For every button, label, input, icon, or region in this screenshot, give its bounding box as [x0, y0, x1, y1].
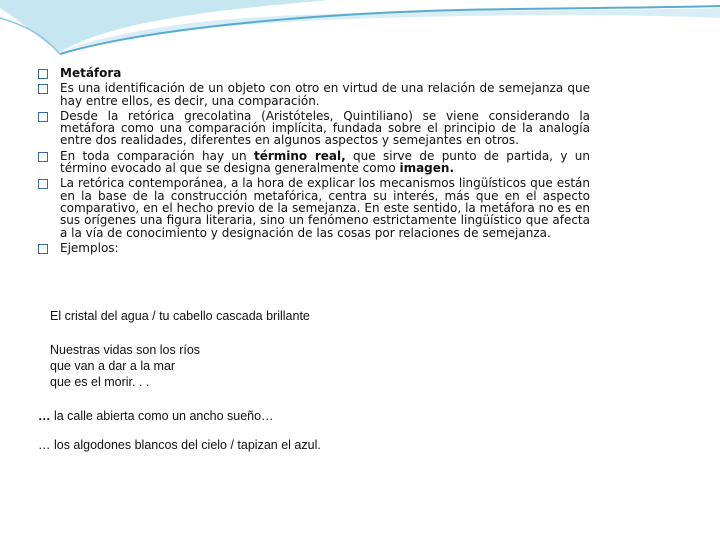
example-line: El cristal del agua / tu cabello cascada brillante	[50, 309, 310, 323]
poem-line: Nuestras vidas son los ríos	[50, 343, 201, 357]
bullet-list	[38, 67, 590, 257]
bullet-item-rhetoric	[38, 110, 590, 147]
poem-line: que es el morir. . .	[50, 375, 150, 389]
bullet-text: Es una identificación de un objeto con otro en virtud de una relación de semejanza que hay entre ellos, es decir, una comparación.	[60, 81, 590, 108]
checkbox-bullet-icon	[38, 112, 48, 122]
bullet-item-contemporary	[38, 177, 590, 238]
checkbox-bullet-icon	[38, 244, 48, 254]
header-wave-decoration	[0, 0, 720, 70]
checkbox-bullet-icon	[38, 84, 48, 94]
bullet-item-definition	[38, 82, 590, 107]
bullet-item-examples	[38, 242, 590, 254]
bullet-text-middle: que sirve de punto de partida, y un término evocado al que se designa generalmente como	[60, 148, 590, 176]
bullet-text: La retórica contemporánea, a la hora de explicar los mecanismos lingüísticos que están en la base de la construcción metafórica, centra su interés, más que en el aspecto comparativo, en el hecho previo de la semejanza. En este sentido, la metáfora no es en sus orígenes una figura literaria, sino un fenómeno estrictamente lingüístico que afecta a la vía de conocimiento y designación de las cosas por relaciones de semejanza.	[60, 176, 590, 240]
example-text: la calle abierta como un ancho sueño…	[50, 409, 274, 423]
example-line: … los algodones blancos del cielo / tapizan el azul.	[38, 438, 321, 452]
checkbox-bullet-icon	[38, 69, 48, 79]
bullet-item-comparison	[38, 150, 590, 175]
bullet-text: Desde la retórica grecolatina (Aristóteles, Quintiliano) se viene considerando la metáfora como una comparación implícita, fundada sobre el principio de la analogía entre dos realidades, diferentes en algunos aspectos y semejantes en otros.	[60, 108, 590, 148]
term-imagen: imagen.	[399, 161, 455, 176]
checkbox-bullet-icon	[38, 179, 48, 189]
bullet-text-before: En toda comparación hay un	[60, 148, 254, 163]
bullet-text: Metáfora	[60, 66, 122, 80]
ellipsis: …	[38, 409, 51, 423]
bullet-item-title	[38, 67, 590, 79]
checkbox-bullet-icon	[38, 152, 48, 162]
example-line	[38, 408, 321, 424]
term-real: término real,	[253, 148, 346, 163]
bullet-text: Ejemplos:	[60, 240, 119, 255]
examples-block	[38, 308, 321, 453]
poem-line: que van a dar a la mar	[50, 359, 176, 373]
